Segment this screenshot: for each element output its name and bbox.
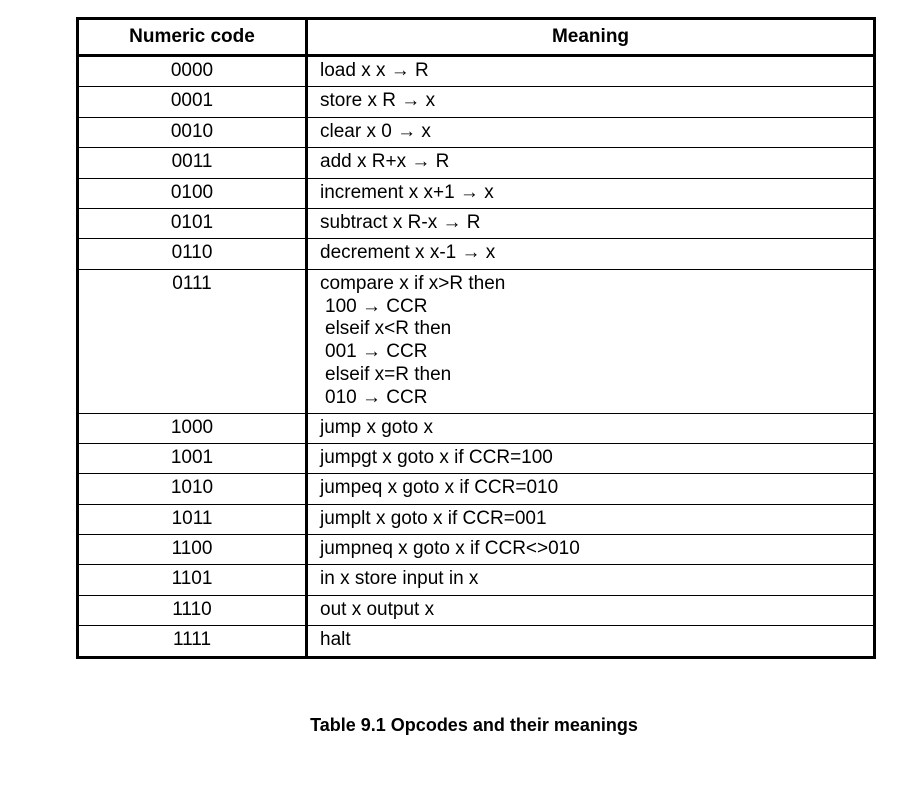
- meaning-cell: [307, 208, 875, 238]
- meaning-cell: [307, 87, 875, 117]
- table-row: [78, 148, 875, 178]
- table-row: [78, 178, 875, 208]
- table-row: [78, 413, 875, 443]
- meaning-line: 010 → CCR: [325, 386, 428, 408]
- meaning-cell: [307, 504, 875, 534]
- table-row: [78, 208, 875, 238]
- meaning-line: jumpneq x goto x if CCR<>010: [320, 538, 580, 560]
- table-row: [78, 535, 875, 565]
- table-row: [78, 87, 875, 117]
- meaning-cell: [307, 269, 875, 413]
- meaning-line: compare x if x>R then: [320, 272, 506, 294]
- opcode-cell: 1100: [78, 535, 307, 565]
- opcode-cell: 1110: [78, 595, 307, 625]
- opcode-cell: 1111: [78, 626, 307, 657]
- meaning-line: in x store input in x: [320, 568, 479, 590]
- meaning-line: add x R+x → R: [320, 151, 450, 173]
- opcode-cell: 0110: [78, 239, 307, 269]
- column-header-numeric-code: Numeric code: [78, 19, 307, 56]
- meaning-line: elseif x<R then: [325, 318, 452, 340]
- meaning-cell: [307, 535, 875, 565]
- opcode-cell: 1010: [78, 474, 307, 504]
- meaning-line: elseif x=R then: [325, 363, 452, 385]
- opcode-cell: 0011: [78, 148, 307, 178]
- meaning-line: clear x 0 → x: [320, 120, 431, 142]
- opcode-cell: 0001: [78, 87, 307, 117]
- table-caption: Table 9.1 Opcodes and their meanings: [310, 715, 638, 735]
- column-header-meaning: Meaning: [307, 19, 875, 56]
- opcode-cell: 0100: [78, 178, 307, 208]
- opcode-cell: 0111: [78, 269, 307, 413]
- meaning-line: jumpgt x goto x if CCR=100: [320, 446, 553, 468]
- table-body: [78, 56, 875, 658]
- meaning-line: 001 → CCR: [325, 341, 428, 363]
- table-row: [78, 239, 875, 269]
- meaning-cell: [307, 474, 875, 504]
- meaning-line: halt: [320, 629, 351, 651]
- meaning-line: store x R → x: [320, 90, 436, 112]
- meaning-cell: [307, 565, 875, 595]
- table-row: [78, 565, 875, 595]
- table-row: [78, 626, 875, 657]
- meaning-line: increment x x+1 → x: [320, 181, 494, 203]
- meaning-line: jump x goto x: [320, 416, 433, 438]
- table-row: [78, 117, 875, 147]
- meaning-cell: [307, 117, 875, 147]
- opcode-cell: 1001: [78, 443, 307, 473]
- meaning-cell: [307, 239, 875, 269]
- meaning-line: subtract x R-x → R: [320, 211, 481, 233]
- opcode-cell: 1101: [78, 565, 307, 595]
- meaning-line: jumplt x goto x if CCR=001: [320, 507, 547, 529]
- table-row: [78, 474, 875, 504]
- table-row: [78, 56, 875, 87]
- meaning-line: decrement x x-1 → x: [320, 242, 496, 264]
- opcode-cell: 1011: [78, 504, 307, 534]
- opcode-cell: 0000: [78, 56, 307, 87]
- meaning-cell: [307, 595, 875, 625]
- opcode-cell: 0010: [78, 117, 307, 147]
- table-row: [78, 443, 875, 473]
- opcode-cell: 1000: [78, 413, 307, 443]
- opcode-cell: 0101: [78, 208, 307, 238]
- meaning-line: jumpeq x goto x if CCR=010: [320, 477, 559, 499]
- opcodes-table: [76, 17, 876, 659]
- meaning-cell: [307, 56, 875, 87]
- table-row: [78, 269, 875, 413]
- table-header-row: [78, 19, 875, 56]
- table-row: [78, 595, 875, 625]
- meaning-cell: [307, 443, 875, 473]
- meaning-line: 100 → CCR: [325, 295, 428, 317]
- meaning-cell: [307, 148, 875, 178]
- meaning-cell: [307, 626, 875, 657]
- meaning-line: out x output x: [320, 598, 435, 620]
- meaning-cell: [307, 413, 875, 443]
- meaning-cell: [307, 178, 875, 208]
- meaning-line: load x x → R: [320, 60, 429, 81]
- table-row: [78, 504, 875, 534]
